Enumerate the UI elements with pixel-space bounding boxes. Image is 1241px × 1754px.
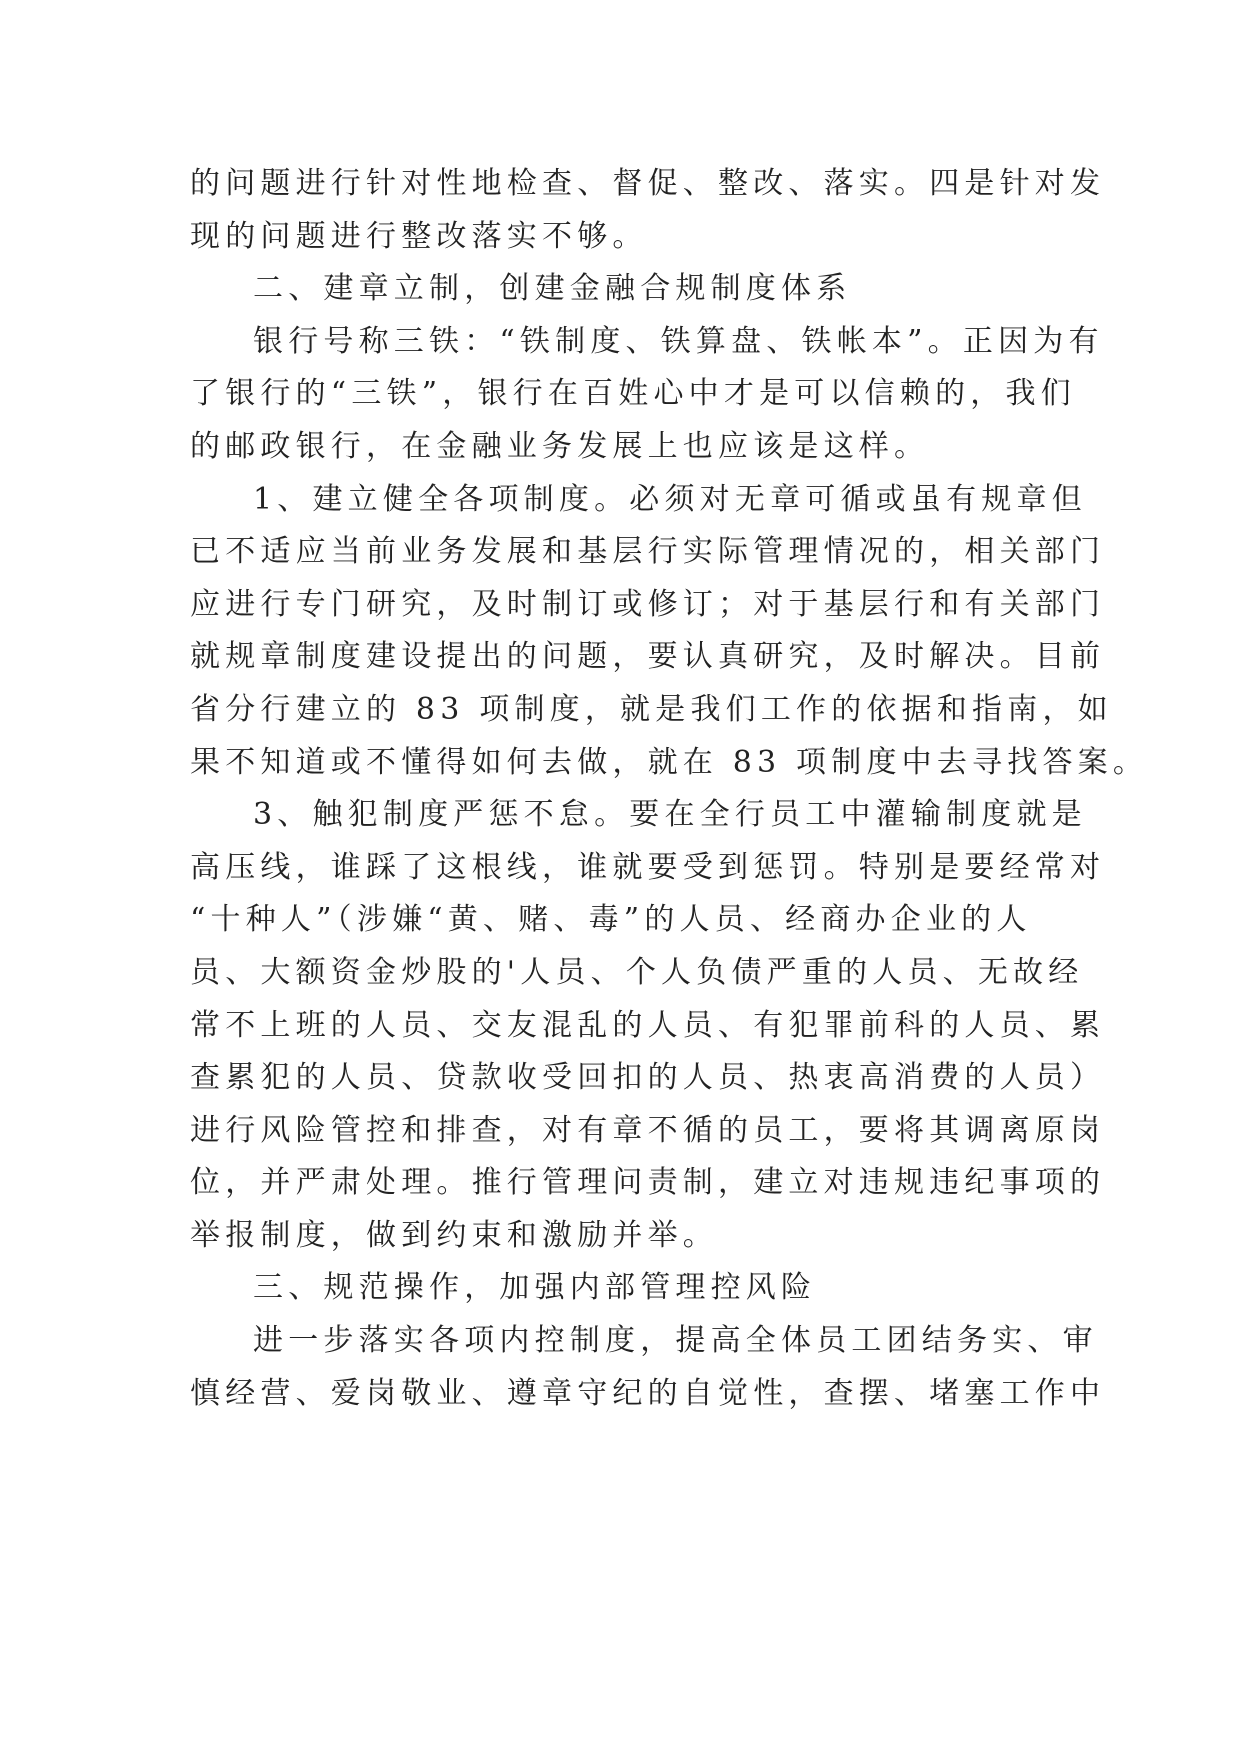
section-heading-3: 三、规范操作，加强内部管理控风险 (253, 1270, 817, 1306)
text-line: 慎经营、爱岗敬业、遵章守纪的自觉性，查摆、堵塞工作中 (190, 1375, 1106, 1411)
text-line: 1、建立健全各项制度。必须对无章可循或虽有规章但 (253, 481, 1087, 517)
text-line: 进行风险管控和排查，对有章不循的员工，要将其调离原岗 (190, 1112, 1106, 1148)
text-line: 3、触犯制度严惩不怠。要在全行员工中灌输制度就是 (253, 797, 1087, 833)
text-line: 银行号称三铁：“铁制度、铁算盘、铁帐本”。正因为有 (253, 323, 1104, 359)
text-line: 举报制度，做到约束和激励并举。 (190, 1217, 718, 1253)
text-line: 进一步落实各项内控制度，提高全体员工团结务实、审 (253, 1323, 1098, 1359)
text-line: 现的问题进行整改落实不够。 (190, 218, 648, 254)
text-line: 员、大额资金炒股的'人员、个人负债严重的人员、无故经 (190, 954, 1084, 990)
section-heading-2: 二、建章立制，创建金融合规制度体系 (253, 271, 852, 307)
text-line: 应进行专门研究，及时制订或修订；对于基层行和有关部门 (190, 586, 1106, 622)
text-line: “十种人”（涉嫌“黄、赌、毒”的人员、经商办企业的人 (190, 902, 1032, 938)
text-line: 省分行建立的 83 项制度，就是我们工作的依据和指南，如 (190, 691, 1113, 727)
text-line: 的邮政银行，在金融业务发展上也应该是这样。 (190, 428, 930, 464)
text-line: 果不知道或不懂得如何去做，就在 83 项制度中去寻找答案。 (190, 744, 1149, 780)
text-line: 常不上班的人员、交友混乱的人员、有犯罪前科的人员、累 (190, 1007, 1106, 1043)
text-line: 位，并严肃处理。推行管理问责制，建立对违规违纪事项的 (190, 1165, 1106, 1201)
text-line: 高压线，谁踩了这根线，谁就要受到惩罚。特别是要经常对 (190, 849, 1106, 885)
text-line: 的问题进行针对性地检查、督促、整改、落实。四是针对发 (190, 166, 1106, 201)
text-line: 查累犯的人员、贷款收受回扣的人员、热衷高消费的人员） (190, 1060, 1106, 1096)
text-line: 已不适应当前业务发展和基层行实际管理情况的，相关部门 (190, 534, 1106, 570)
text-line: 就规章制度建设提出的问题，要认真研究，及时解决。目前 (190, 639, 1106, 675)
text-line: 了银行的“三铁”，银行在百姓心中才是可以信赖的，我们 (190, 376, 1076, 412)
document-body (190, 158, 1149, 1420)
